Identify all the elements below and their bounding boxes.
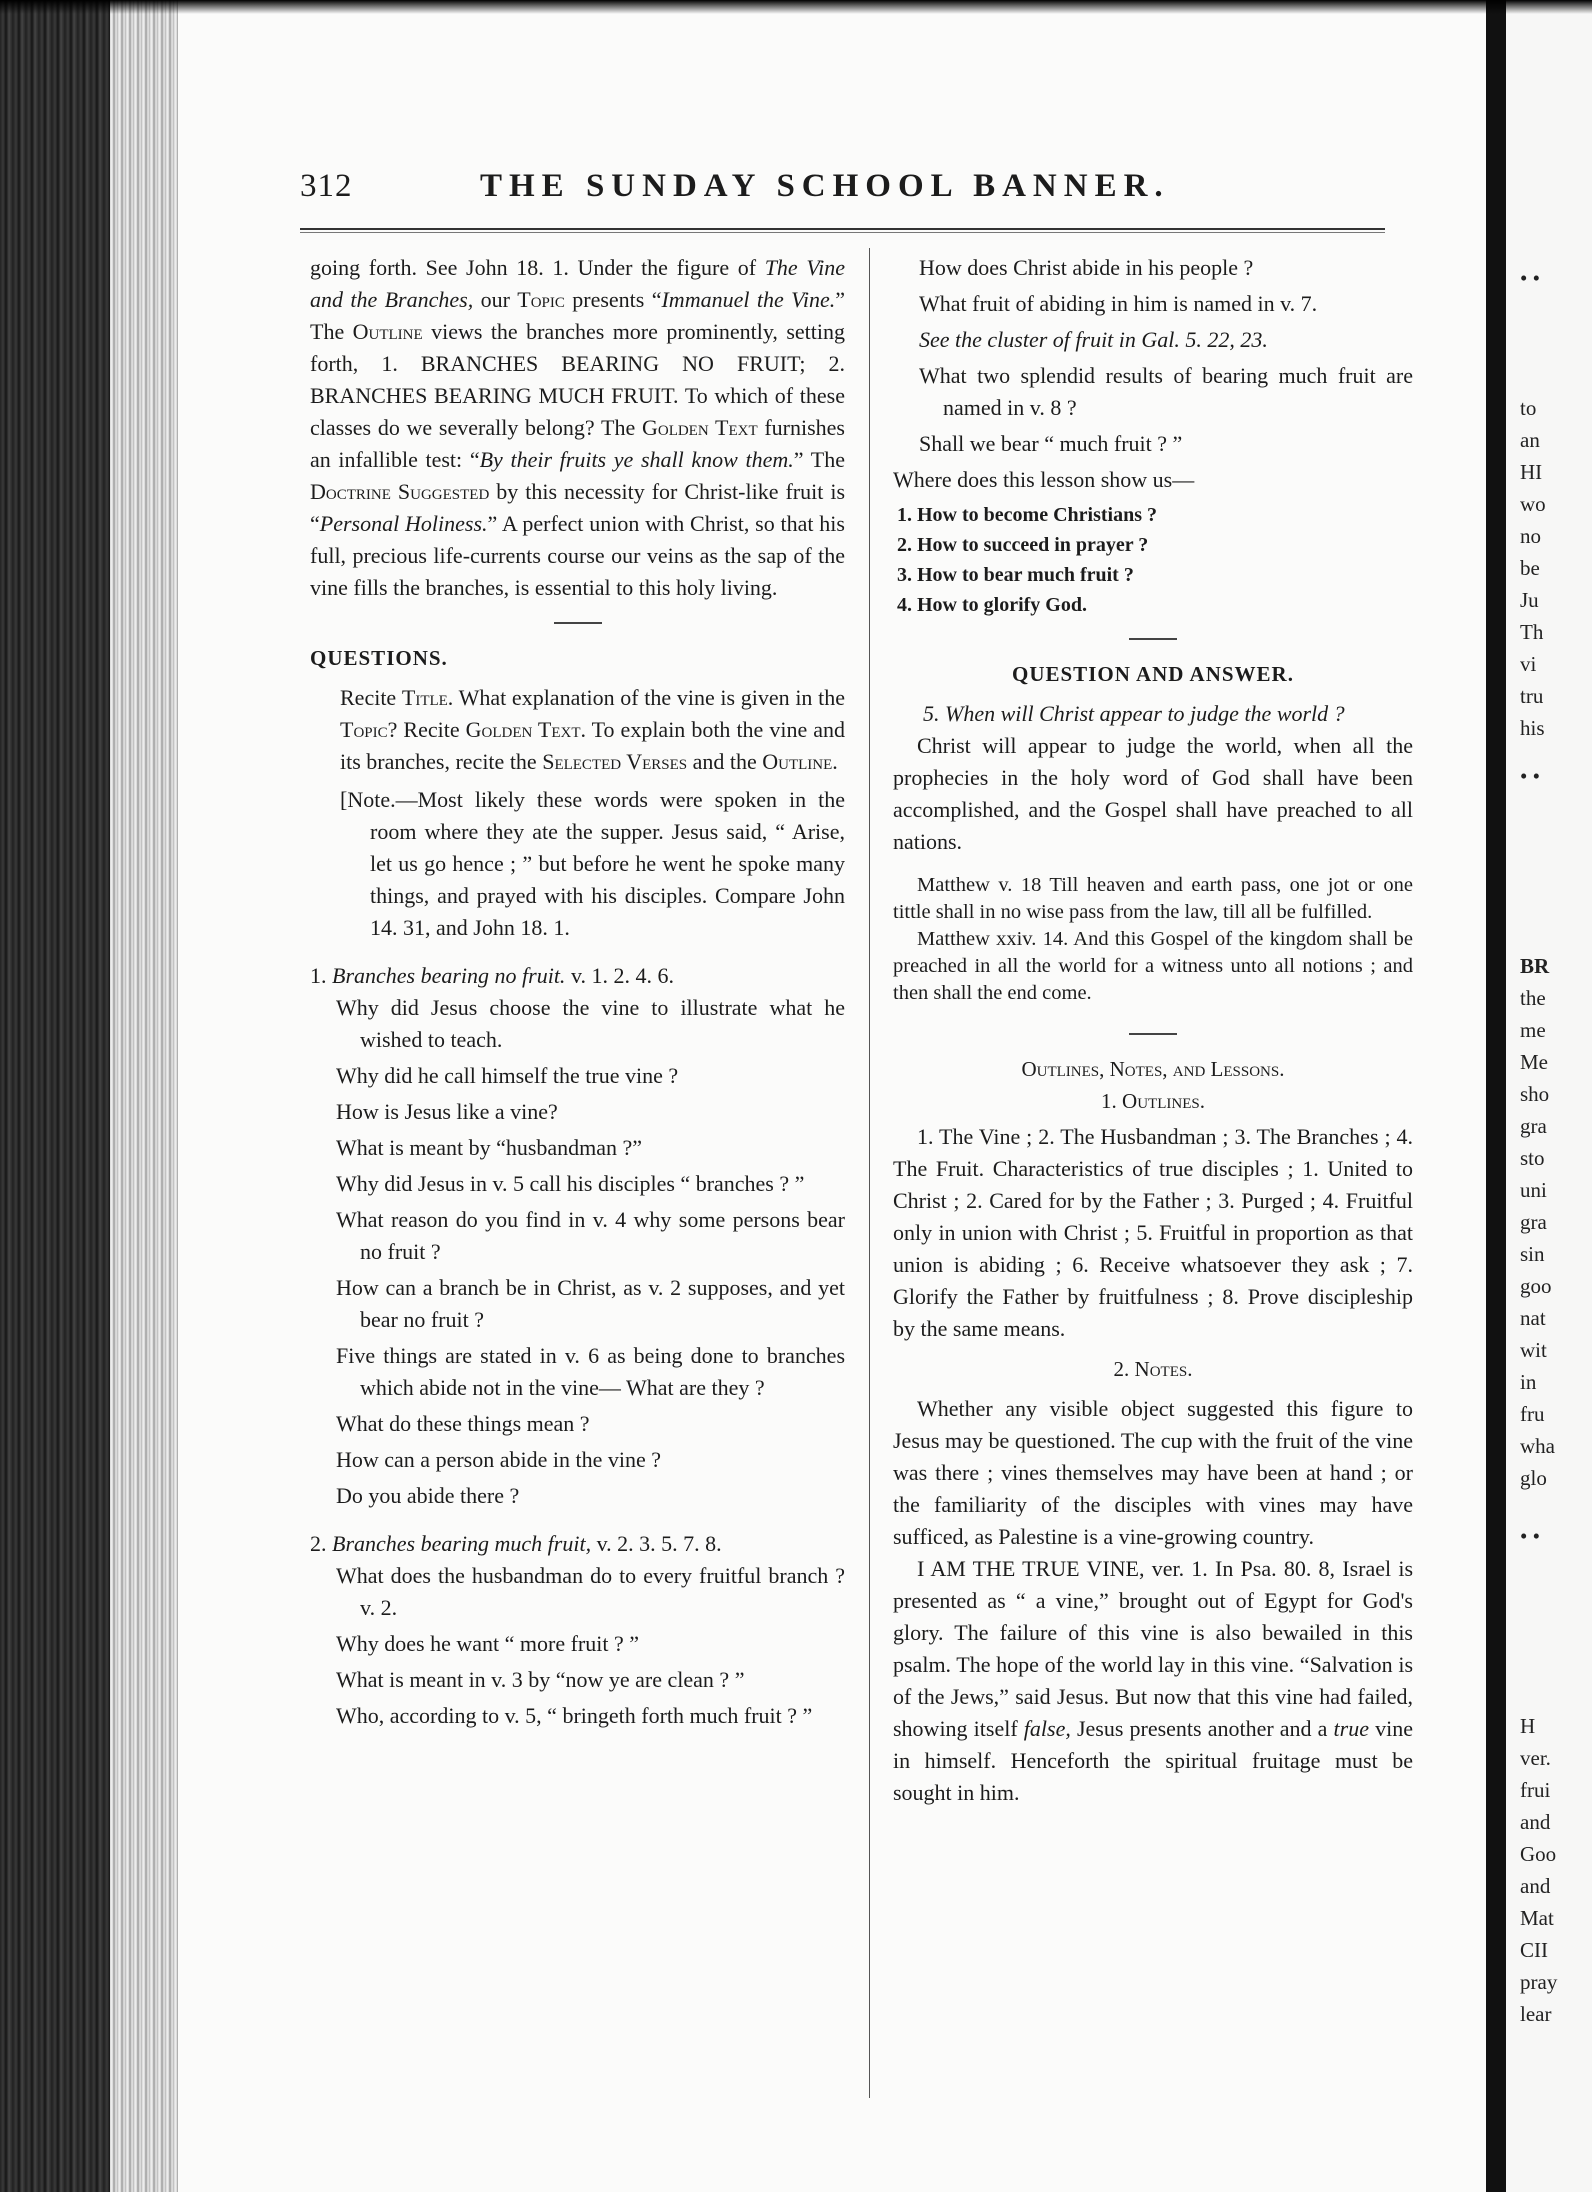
next-page-fragment: and — [1520, 1874, 1551, 1898]
text: ” A perfect union with Christ, so that his full, precious life-currents course our veins as the sap of the vine fills the branches, is essential to this holy living. — [310, 511, 845, 600]
text: ? Recite — [387, 717, 466, 742]
text: Title. — [401, 685, 454, 710]
question: How is Jesus like a vine? — [336, 1099, 558, 1124]
next-page-fragment: his — [1520, 716, 1545, 740]
text: What explanation of the vine is given in the — [453, 685, 845, 710]
questions-heading: QUESTIONS. — [310, 646, 448, 670]
next-page-fragment: • • — [1520, 266, 1540, 290]
section-divider — [1129, 638, 1177, 640]
left-column — [310, 252, 845, 1736]
section-2-questions — [310, 1560, 845, 1732]
next-page-fragment: CII — [1520, 1938, 1548, 1962]
text: v. 1. 2. 4. 6. — [565, 963, 675, 988]
text: false, — [1023, 1716, 1071, 1741]
next-page-fragment: me — [1520, 1018, 1546, 1042]
question: Five things are stated in v. 6 as being done to branches which abide not in the vine— What are they ? — [336, 1343, 845, 1400]
text: Outline — [352, 319, 423, 344]
text: 2. — [310, 1531, 327, 1556]
text: I AM THE TRUE VINE, ver. 1. In Psa. 80. 8, Israel is presented as “ a vine,” brought out of Egypt for God's glory. The failure of this vine is also bewailed in this psalm. The hope of the world lay in this vine. “Salvation is of the Jews,” said Jesus. But now that this vine had failed, showing itself — [893, 1556, 1413, 1741]
qa-answer: Christ will appear to judge the world, when all the prophecies in the holy word of God shall have been accomplished, and the Gospel shall have preached to all nations. — [893, 733, 1413, 854]
next-page-fragment: an — [1520, 428, 1540, 452]
next-page-fragment: sin — [1520, 1242, 1545, 1266]
next-page-fragment: H — [1520, 1714, 1536, 1738]
question: What do these things mean ? — [336, 1411, 590, 1436]
question: How can a branch be in Christ, as v. 2 supposes, and yet bear no fruit ? — [336, 1275, 845, 1332]
question: What fruit of abiding in him is named in v. 7. — [919, 291, 1318, 316]
intro-paragraph — [310, 252, 845, 604]
journal-title: THE SUNDAY SCHOOL BANNER. — [480, 168, 1170, 204]
section-divider — [554, 622, 602, 624]
next-page-fragment: sho — [1520, 1082, 1550, 1106]
text: The Vine and the Branches, — [310, 255, 845, 312]
question: Why did Jesus choose the vine to illustrate what he wished to teach. — [336, 995, 845, 1052]
note-text: [Note.—Most likely these words were spoken in the room where they ate the supper. Jesus said, “ Arise, let us go hence ; ” but before he went he spoke many things, and prayed with his disciples. Compare John 14. 31, and John 18. 1. — [340, 787, 845, 940]
text: ” The — [793, 447, 846, 472]
section-1-heading — [310, 960, 845, 992]
question: What reason do you find in v. 4 why some persons bear no fruit ? — [336, 1207, 845, 1264]
note-block — [310, 784, 845, 944]
text: Branches bearing much fruit, — [332, 1531, 592, 1556]
next-page-fragment: pray — [1520, 1970, 1558, 1994]
next-page-fragment: frui — [1520, 1778, 1551, 1802]
top-shadow — [0, 0, 1592, 14]
right-column — [893, 252, 1413, 1809]
lesson-list — [893, 500, 1413, 620]
text: Recite — [340, 685, 402, 710]
notes-heading: 2. Notes. — [1113, 1357, 1193, 1381]
section-1-questions — [310, 992, 845, 1512]
text: Topic — [340, 717, 388, 742]
text: and the — [687, 749, 763, 774]
question: Shall we bear “ much fruit ? ” — [919, 431, 1183, 456]
text: Topic — [517, 287, 565, 312]
page-edges — [110, 0, 178, 2192]
next-page-fragment: wo — [1520, 492, 1546, 516]
question-italic — [893, 324, 1413, 356]
question: What two splendid results of bearing much fruit are named in v. 8 ? — [919, 363, 1413, 420]
text: Jesus presents another and a — [1070, 1716, 1334, 1741]
text: Doctrine Suggested — [310, 479, 490, 504]
next-page-fragment: tru — [1520, 684, 1544, 708]
next-page-fragment: be — [1520, 556, 1540, 580]
next-page-fragment: gra — [1520, 1210, 1547, 1234]
outlines-text: 1. The Vine ; 2. The Husbandman ; 3. The Branches ; 4. The Fruit. Characteristics of true disciples ; 1. United to Christ ; 2. Cared for by the Father ; 3. Purged ; 4. Fruitful only in union with Christ ; 5. Fruitful in proportion as that union is abiding ; 6. Receive whatsoever they ask ; 7. Glorify the Father by fruitfulness ; 8. Prove discipleship by the same means. — [893, 1124, 1413, 1341]
question: Why did he call himself the true vine ? — [336, 1063, 679, 1088]
text: vine in himself. Henceforth the spiritual fruitage must be sought in him. — [893, 1716, 1413, 1805]
list-item: 2. How to succeed in prayer ? — [897, 534, 1149, 556]
next-page-fragment: in — [1520, 1370, 1537, 1394]
next-page-fragment: uni — [1520, 1178, 1547, 1202]
next-page-fragment: fru — [1520, 1402, 1545, 1426]
text: Golden Text. — [465, 717, 587, 742]
next-page-fragment: gra — [1520, 1114, 1547, 1138]
question: How does Christ abide in his people ? — [919, 255, 1254, 280]
next-page-fragment: goo — [1520, 1274, 1552, 1298]
text: Immanuel the Vine. — [661, 287, 836, 312]
next-page-fragment: ver. — [1520, 1746, 1551, 1770]
next-page-fragment: nat — [1520, 1306, 1546, 1330]
section-2-heading — [310, 1528, 845, 1560]
next-page-fragment: wha — [1520, 1434, 1555, 1458]
next-page-fragment: HI — [1520, 460, 1543, 484]
outlines-notes-lessons-heading: Outlines, Notes, and Lessons. — [1021, 1057, 1285, 1081]
list-item: 1. How to become Christians ? — [897, 504, 1157, 526]
question: What is meant by “husbandman ?” — [336, 1135, 643, 1160]
list-item: 3. How to bear much fruit ? — [897, 564, 1134, 586]
next-page-fragment: • • — [1520, 764, 1540, 788]
next-page-fragment: Mat — [1520, 1906, 1554, 1930]
text: views the branches more prominently, setting forth, 1. BRANCHES BEARING NO FRUIT; 2. BRANCHES BEARING MUCH FRUIT. To which of these classes do we severally belong? The — [310, 319, 845, 440]
notes-paragraph: Whether any visible object suggested this figure to Jesus may be questioned. The cup with the fruit of the vine was there ; vines themselves may have been at hand ; or the familiarity of the disciples with vines may have sufficed, as Palestine is a vine-growing country. — [893, 1396, 1413, 1549]
text: going forth. See John 18. 1. Under the figure of — [310, 255, 765, 280]
text: by this necessity for Christ-like fruit is “ — [310, 479, 845, 536]
text: Outline. — [762, 749, 838, 774]
text: ” The — [310, 287, 846, 344]
scripture-quote: Matthew xxiv. 14. And this Gospel of the kingdom shall be preached in all the world for a witness unto all notions ; and then shall the end come. — [893, 928, 1413, 1004]
header-rule — [300, 228, 1385, 230]
text: To explain both the vine and its branches, recite the — [340, 717, 845, 774]
question: Who, according to v. 5, “ bringeth forth much fruit ? ” — [336, 1703, 813, 1728]
list-item: 4. How to glorify God. — [897, 594, 1087, 616]
section-divider — [1129, 1033, 1177, 1035]
text: true — [1333, 1716, 1369, 1741]
next-page-fragment: glo — [1520, 1466, 1547, 1490]
next-page-fragment: no — [1520, 524, 1541, 548]
next-page-fragment: • • — [1520, 1524, 1540, 1548]
text: furnishes an infallible test: “ — [310, 415, 845, 472]
text: 5. When will Christ appear to judge the world ? — [923, 701, 1345, 726]
question: Why did Jesus in v. 5 call his disciples “ branches ? ” — [336, 1171, 805, 1196]
next-page-fragment: Goo — [1520, 1842, 1557, 1866]
next-page-fragment: Th — [1520, 620, 1544, 644]
text: our — [473, 287, 518, 312]
question: How can a person abide in the vine ? — [336, 1447, 661, 1472]
next-page-edge — [1506, 0, 1592, 2192]
question: Where does this lesson show us— — [893, 467, 1195, 492]
notes-paragraph — [893, 1553, 1413, 1809]
page-number: 312 — [300, 168, 353, 204]
next-page-fragment: sto — [1520, 1146, 1545, 1170]
text: Golden Text — [641, 415, 758, 440]
qa-question — [893, 698, 1413, 730]
next-page-fragment: to — [1520, 396, 1537, 420]
question: What does the husbandman do to every fruitful branch ? v. 2. — [336, 1563, 845, 1620]
text: By their fruits ye shall know them. — [479, 447, 794, 472]
text: Selected Verses — [542, 749, 688, 774]
page-header — [300, 168, 1390, 218]
text: See the cluster of fruit in Gal. 5. 22, 23. — [919, 327, 1268, 352]
scripture-quote: Matthew v. 18 Till heaven and earth pass, one jot or one tittle shall in no wise pass from the law, till all be fulfilled. — [893, 874, 1413, 923]
next-page-fragment: vi — [1520, 652, 1537, 676]
next-page-fragment: wit — [1520, 1338, 1547, 1362]
text: Branches bearing no fruit. — [332, 963, 566, 988]
text: 1. — [310, 963, 327, 988]
next-page-fragment: lear — [1520, 2002, 1552, 2026]
next-page-fragment: BR — [1520, 954, 1550, 978]
spacer — [893, 858, 1413, 872]
text: v. 2. 3. 5. 7. 8. — [591, 1531, 722, 1556]
text: Personal Holiness. — [319, 511, 488, 536]
question: What is meant in v. 3 by “now ye are clean ? ” — [336, 1667, 745, 1692]
next-page-fragment: Ju — [1520, 588, 1539, 612]
question: Why does he want “ more fruit ? ” — [336, 1631, 639, 1656]
outlines-heading: 1. Outlines. — [1101, 1089, 1205, 1113]
next-page-fragment: the — [1520, 986, 1546, 1010]
questions-intro — [310, 682, 845, 778]
gutter — [1486, 0, 1506, 2192]
text: presents “ — [564, 287, 662, 312]
next-page-fragment: and — [1520, 1810, 1551, 1834]
question-and-answer-heading: QUESTION AND ANSWER. — [1012, 662, 1294, 686]
column-divider — [869, 248, 870, 2098]
question: Do you abide there ? — [336, 1483, 520, 1508]
next-page-fragment: Me — [1520, 1050, 1548, 1074]
header-rule-thin — [300, 232, 1385, 233]
